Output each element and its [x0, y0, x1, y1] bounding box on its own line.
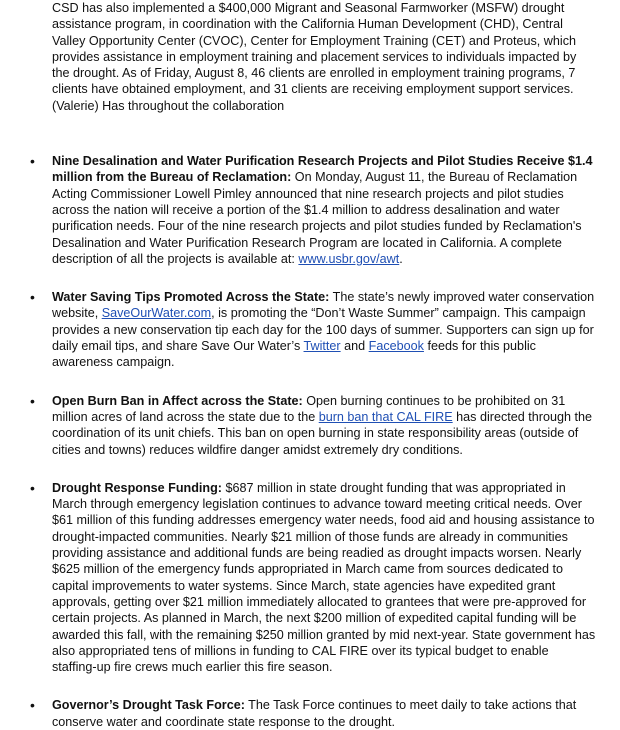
list-item-burn-ban	[30, 392, 596, 458]
item-text: and	[340, 339, 369, 354]
item-text: On Monday, August 11, the Bureau of Reclamation Acting Commissioner Lowell Pimley announced that nine research projects and pilot studies across the nation will receive a portion of the $1.4 million to address desalination and water purification needs. Four of the nine research projects and pilot studies funded by Reclamation's Desalination and Water Purification Research Program are located in California. A complete description of all the projects is available at:	[52, 170, 582, 266]
bullet-icon: •	[30, 153, 35, 170]
item-text: has directed through the coordination of its unit chiefs. This ban on open burning in state responsibility areas (outside of cities and towns) reduces wildfire danger amidst extremely dry conditions.	[52, 409, 592, 457]
facebook-link[interactable]: Facebook	[368, 339, 424, 354]
item-heading: Open Burn Ban in Affect across the State:	[52, 393, 303, 408]
bullet-icon: •	[30, 479, 35, 496]
bullet-icon: •	[30, 289, 35, 306]
spacer	[52, 675, 596, 697]
item-text: Open burning continues to be prohibited on 31 million acres of land across the state due to the	[52, 393, 566, 424]
intro-paragraph: CSD has also implemented a $400,000 Migrant and Seasonal Farmworker (MSFW) drought assistance program, in coordination with the California Human Development (CHD), Central Valley Opportunity Center (CVOC), Center for Employment Training (CET) and Proteus, which provides assistance in employment training and placement services to individuals impacted by the drought. As of Friday, August 8, 46 clients are enrolled in employment training programs, 7 clients have obtained employment, and 31 clients are receiving employment support services. (Valerie) Has throughout the collaboration	[52, 1, 577, 113]
list-item-task-force	[30, 697, 596, 730]
item-text: The state’s newly improved water conservation website,	[52, 290, 595, 321]
item-heading: Governor’s Drought Task Force:	[52, 698, 245, 713]
list-item-drought-funding	[30, 479, 596, 676]
item-text: feeds for this public awareness campaign.	[52, 339, 536, 370]
item-text: $687 million in state drought funding that was appropriated in March through emergency legislation continues to advance toward meeting critical needs. Over $61 million of this funding addresses emergency water needs, food aid and housing assistance to drought-impacted communities. Nearly $21 million of those funds are already in communities providing assistance and additional funds are being readied as drought impacts worsen. Nearly $625 million of the emergency funds appropriated in March came from sources dedicated to capital improvements to water systems. Since March, state agencies have expedited grant approvals, getting over $21 million immediately allocated to grantees that were pre-approved for certain projects. As planned in March, the next $200 million of expedited capital funding will be awarded this fall, with the remaining $250 million granted by mid next-year. State government has also appropriated tens of millions in funding to CAL FIRE over its typical budget to enable staffing-up fire crews much earlier this fire season.	[52, 480, 596, 675]
spacer	[52, 458, 596, 480]
twitter-link[interactable]: Twitter	[303, 339, 341, 354]
item-text: .	[399, 251, 403, 266]
list-item-water-saving	[30, 289, 596, 370]
item-text: The Task Force continues to meet daily to take actions that conserve water and coordinate state response to the drought.	[52, 698, 577, 729]
burn-ban-link[interactable]: burn ban that CAL FIRE	[318, 409, 453, 424]
spacer	[52, 371, 596, 393]
spacer	[52, 267, 596, 289]
bullet-icon: •	[30, 392, 35, 409]
item-heading: Water Saving Tips Promoted Across the State:	[52, 290, 330, 305]
spacer	[0, 114, 596, 153]
usbr-link[interactable]: www.usbr.gov/awt	[298, 251, 400, 266]
item-text: , is promoting the “Don’t Waste Summer” campaign. This campaign provides a new conservation tip each day for the 100 days of summer. Supporters can sign up for daily email tips, and share Save Our Water’s	[52, 306, 594, 354]
list-item-desalination	[30, 153, 596, 267]
item-heading: Drought Response Funding:	[52, 480, 222, 495]
saveourwater-link[interactable]: SaveOurWater.com	[101, 306, 212, 321]
item-heading: Nine Desalination and Water Purification Research Projects and Pilot Studies Receive $1.4 million from the Bureau of Reclamation:	[52, 154, 593, 185]
bullet-icon: •	[30, 697, 35, 714]
bullet-list	[0, 153, 596, 730]
